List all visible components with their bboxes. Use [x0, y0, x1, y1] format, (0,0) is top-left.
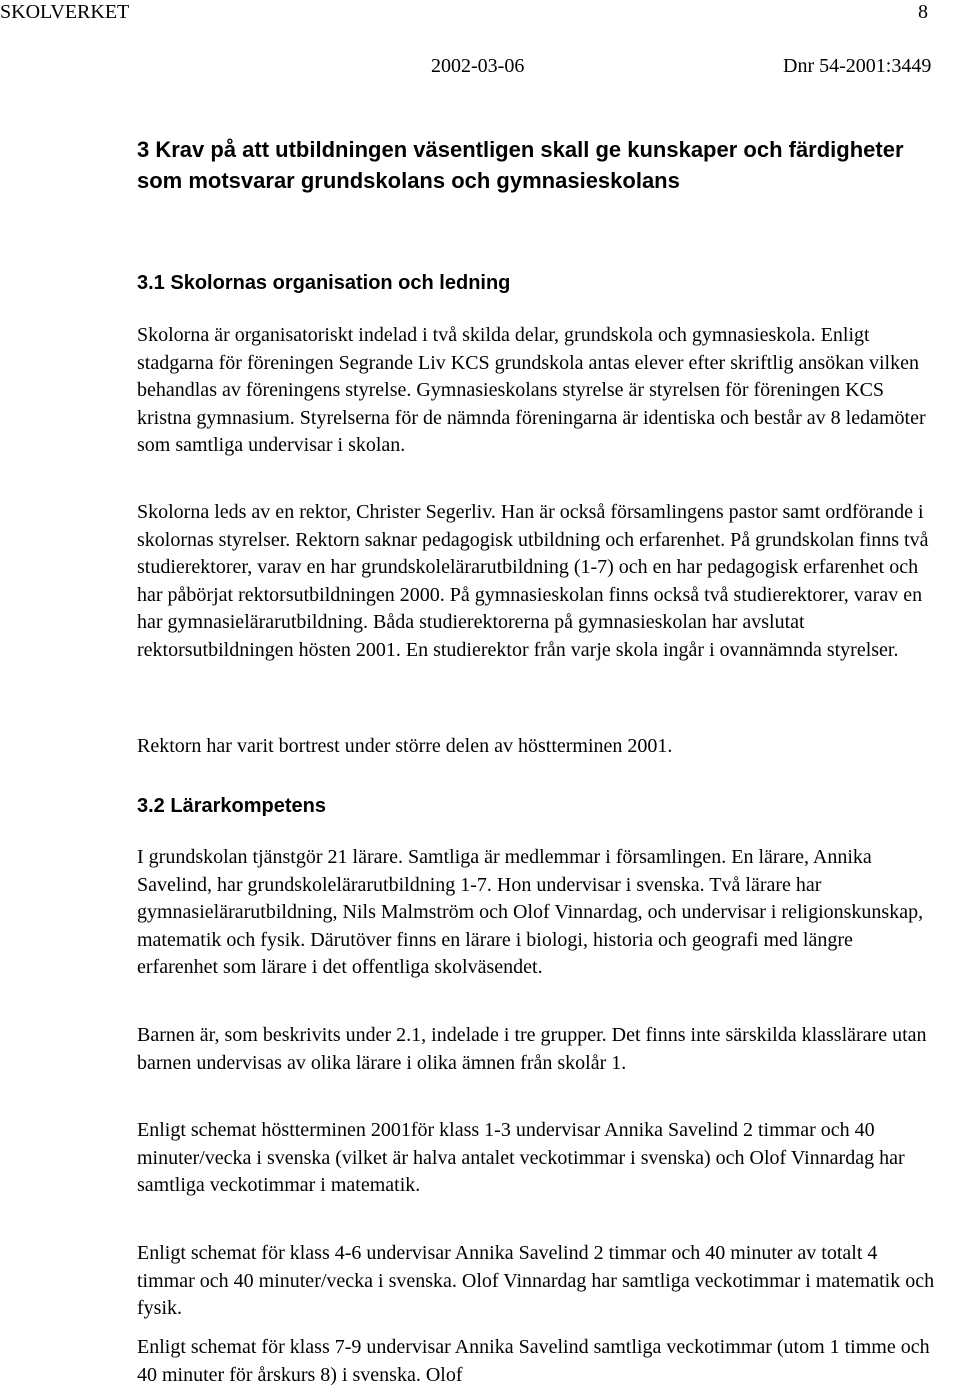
section-3-1-paragraph-3: Rektorn har varit bortrest under större delen av höstterminen 2001.	[137, 735, 673, 757]
header-dnr: Dnr 54-2001:3449	[783, 55, 932, 77]
section-3-2-paragraph-1: I grundskolan tjänstgör 21 lärare. Samtliga är medlemmar i församlingen. En lärare, Annika Savelind, har grundskolelärarutbildning 1-7. Hon undervisar i svenska. Två lärare har gymnasielärarutbildning, Nils Malmström och Olof Vinnardag, och undervisar i religionskunskap, matematik och fysik. Därutöver finns en lärare i biologi, historia och geografi med längre erfarenhet som lärare i det offentliga skolväsendet.	[137, 846, 924, 979]
header-date: 2002-03-06	[431, 55, 525, 77]
section-3-2-paragraph-2: Barnen är, som beskrivits under 2.1, indelade i tre grupper. Det finns inte särskilda klasslärare utan barnen undervisas av olika lärare i olika ämnen från skolår 1.	[137, 1024, 927, 1074]
section-3-2-paragraph-3: Enligt schemat höstterminen 2001för klass 1-3 undervisar Annika Savelind 2 timmar och 40 minuter/vecka i svenska (vilket är halva antalet veckotimmar i svenska) och Olof Vinnardag har samtliga veckotimmar i matematik.	[137, 1119, 905, 1197]
section-3-2-paragraph-5: Enligt schemat för klass 7-9 undervisar Annika Savelind samtliga veckotimmar (utom 1 timme och 40 minuter för årskurs 8) i svenska. Olof	[137, 1336, 930, 1386]
section-3-2-title: 3.2 Lärarkompetens	[137, 795, 326, 817]
header-page-number: 8	[918, 1, 928, 23]
section-3-2-paragraph-4: Enligt schemat för klass 4-6 undervisar Annika Savelind 2 timmar och 40 minuter av totalt 4 timmar och 40 minuter/vecka i svenska. Olof Vinnardag har samtliga veckotimmar i matematik och fysik.	[137, 1242, 935, 1320]
header-org: SKOLVERKET	[0, 1, 130, 23]
section-3-1-paragraph-1: Skolorna är organisatoriskt indelad i två skilda delar, grundskola och gymnasieskola. Enligt stadgarna för föreningen Segrande Liv KCS grundskola antas elever efter skriftlig ansökan vilken behandlas av föreningens styrelse. Gymnasieskolans styrelse är styrelsen för föreningen KCS kristna gymnasium. Styrelserna för de nämnda föreningarna är identiska och består av 8 ledamöter som samtliga undervisar i skolan.	[137, 324, 926, 457]
section-3-title: 3 Krav på att utbildningen väsentligen skall ge kunskaper och färdigheter som motsvarar grundskolans och gymnasieskolans	[137, 137, 904, 193]
section-3-1-title: 3.1 Skolornas organisation och ledning	[137, 272, 511, 294]
section-3-1-paragraph-2: Skolorna leds av en rektor, Christer Segerliv. Han är också församlingens pastor samt ordförande i skolornas styrelser. Rektorn saknar pedagogisk utbildning och erfarenhet. På grundskolan finns två studierektorer, varav en har grundskolelärarutbildning (1-7) och en har pedagogisk erfarenhet och har påbörjat rektorsutbildningen 2000. På gymnasieskolan finns också två studierektorer, varav en har gymnasielärarutbildning. Båda studierektorerna på gymnasieskolan har avslutat rektorsutbildningen hösten 2001. En studierektor från varje skola ingår i ovannämnda styrelser.	[137, 501, 929, 661]
